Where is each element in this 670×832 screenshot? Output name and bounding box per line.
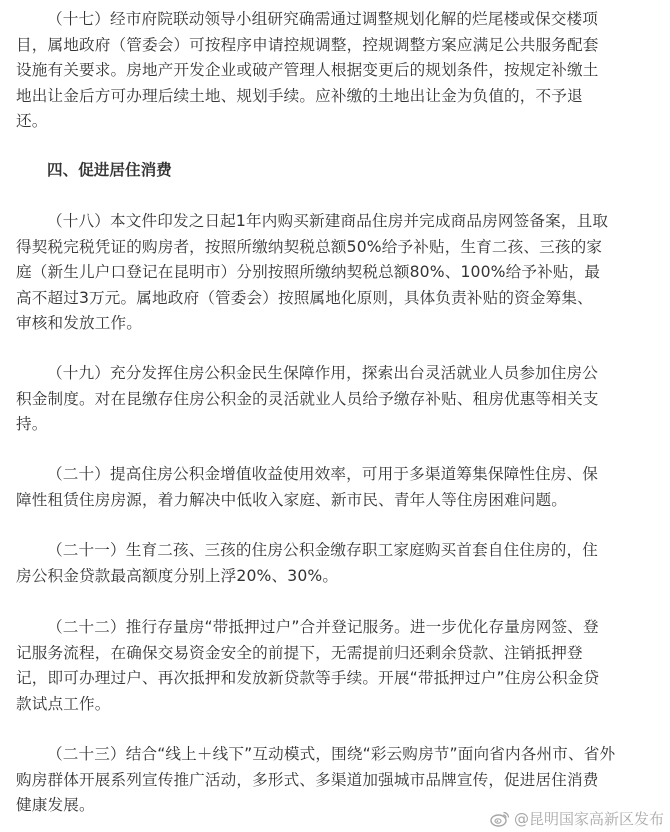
paragraph-22 xyxy=(16,615,662,717)
text-line: （十八）本文件印发之日起1年内购买新建商品住房并完成商品房网签备案，且取 xyxy=(47,212,609,230)
paragraph-20 xyxy=(16,462,662,513)
text-line: 地出让金后方可办理后续土地、规划手续。应补缴的土地出让金为负值的，不予退 xyxy=(16,86,583,105)
text-line: 积金制度。对在昆缴存住房公积金的灵活就业人员给予缴存补贴、租房优惠等相关支 xyxy=(16,389,599,408)
text-line: 持。 xyxy=(16,415,48,434)
text-line: 款试点工作。 xyxy=(16,694,111,713)
text-line: （二十一）生育二孩、三孩的住房公积金缴存职工家庭购买首套自住住房的，住 xyxy=(47,541,599,559)
text-line: 设施有关要求。房地产开发企业或破产管理人根据变更后的规划条件，按规定补缴土 xyxy=(16,61,599,80)
paragraph-17 xyxy=(16,7,662,135)
text-line: （二十二）推行存量房“带抵押过户”合并登记服务。进一步优化存量房网签、登 xyxy=(47,618,599,636)
weibo-watermark xyxy=(490,808,664,829)
text-line: 还。 xyxy=(16,112,48,131)
text-line: 记，即可办理过户、再次抵押和发放新贷款等手续。开展“带抵押过户”住房公积金贷 xyxy=(16,669,600,688)
text-line: 庭（新生儿户口登记在昆明市）分别按照所缴纳契税总额80%、100%给予补贴，最 xyxy=(16,263,601,282)
paragraph-21 xyxy=(16,538,662,589)
text-line: 购房群体开展系列宣传推广活动，多形式、多渠道加强城市品牌宣传，促进居住消费 xyxy=(16,770,599,789)
text-line: 房公积金贷款最高额度分别上浮20%、30%。 xyxy=(16,566,339,585)
text-line: （二十三）结合“线上＋线下”互动模式，围绕“彩云购房节”面向省内各州市、省外 xyxy=(47,745,616,763)
text-line: （十七）经市府院联动领导小组研究确需通过调整规划化解的烂尾楼或保交楼项 xyxy=(47,10,599,28)
text-line: 记服务流程，在确保交易资金安全的前提下，无需提前归还剩余贷款、注销抵押登 xyxy=(16,643,583,662)
text-line: 得契税完税凭证的购房者，按照所缴纳契税总额50%给予补贴，生育二孩、三孩的家 xyxy=(16,237,603,256)
text-line: 障性租赁住房房源，着力解决中低收入家庭、新市民、青年人等住房困难问题。 xyxy=(16,490,568,509)
text-line: （十九）充分发挥住房公积金民生保障作用，探索出台灵活就业人员参加住房公 xyxy=(47,364,599,382)
paragraph-18 xyxy=(16,209,662,337)
text-line: （二十）提高住房公积金增值收益使用效率，可用于多渠道筹集保障性住房、保 xyxy=(47,465,599,483)
text-line: 高不超过3万元。属地政府（管委会）按照属地化原则，具体负责补贴的资金筹集、 xyxy=(16,288,593,307)
section-heading: 四、促进居住消费 xyxy=(47,161,172,179)
text-line: 审核和发放工作。 xyxy=(16,314,142,333)
paragraph-19 xyxy=(16,361,662,438)
text-line: 目，属地政府（管委会）可按程序申请控规调整，控规调整方案应满足公共服务配套 xyxy=(16,35,599,54)
text-line: 健康发展。 xyxy=(16,796,95,815)
weibo-icon xyxy=(490,810,510,827)
watermark-text: @昆明国家高新区发布 xyxy=(513,810,664,828)
